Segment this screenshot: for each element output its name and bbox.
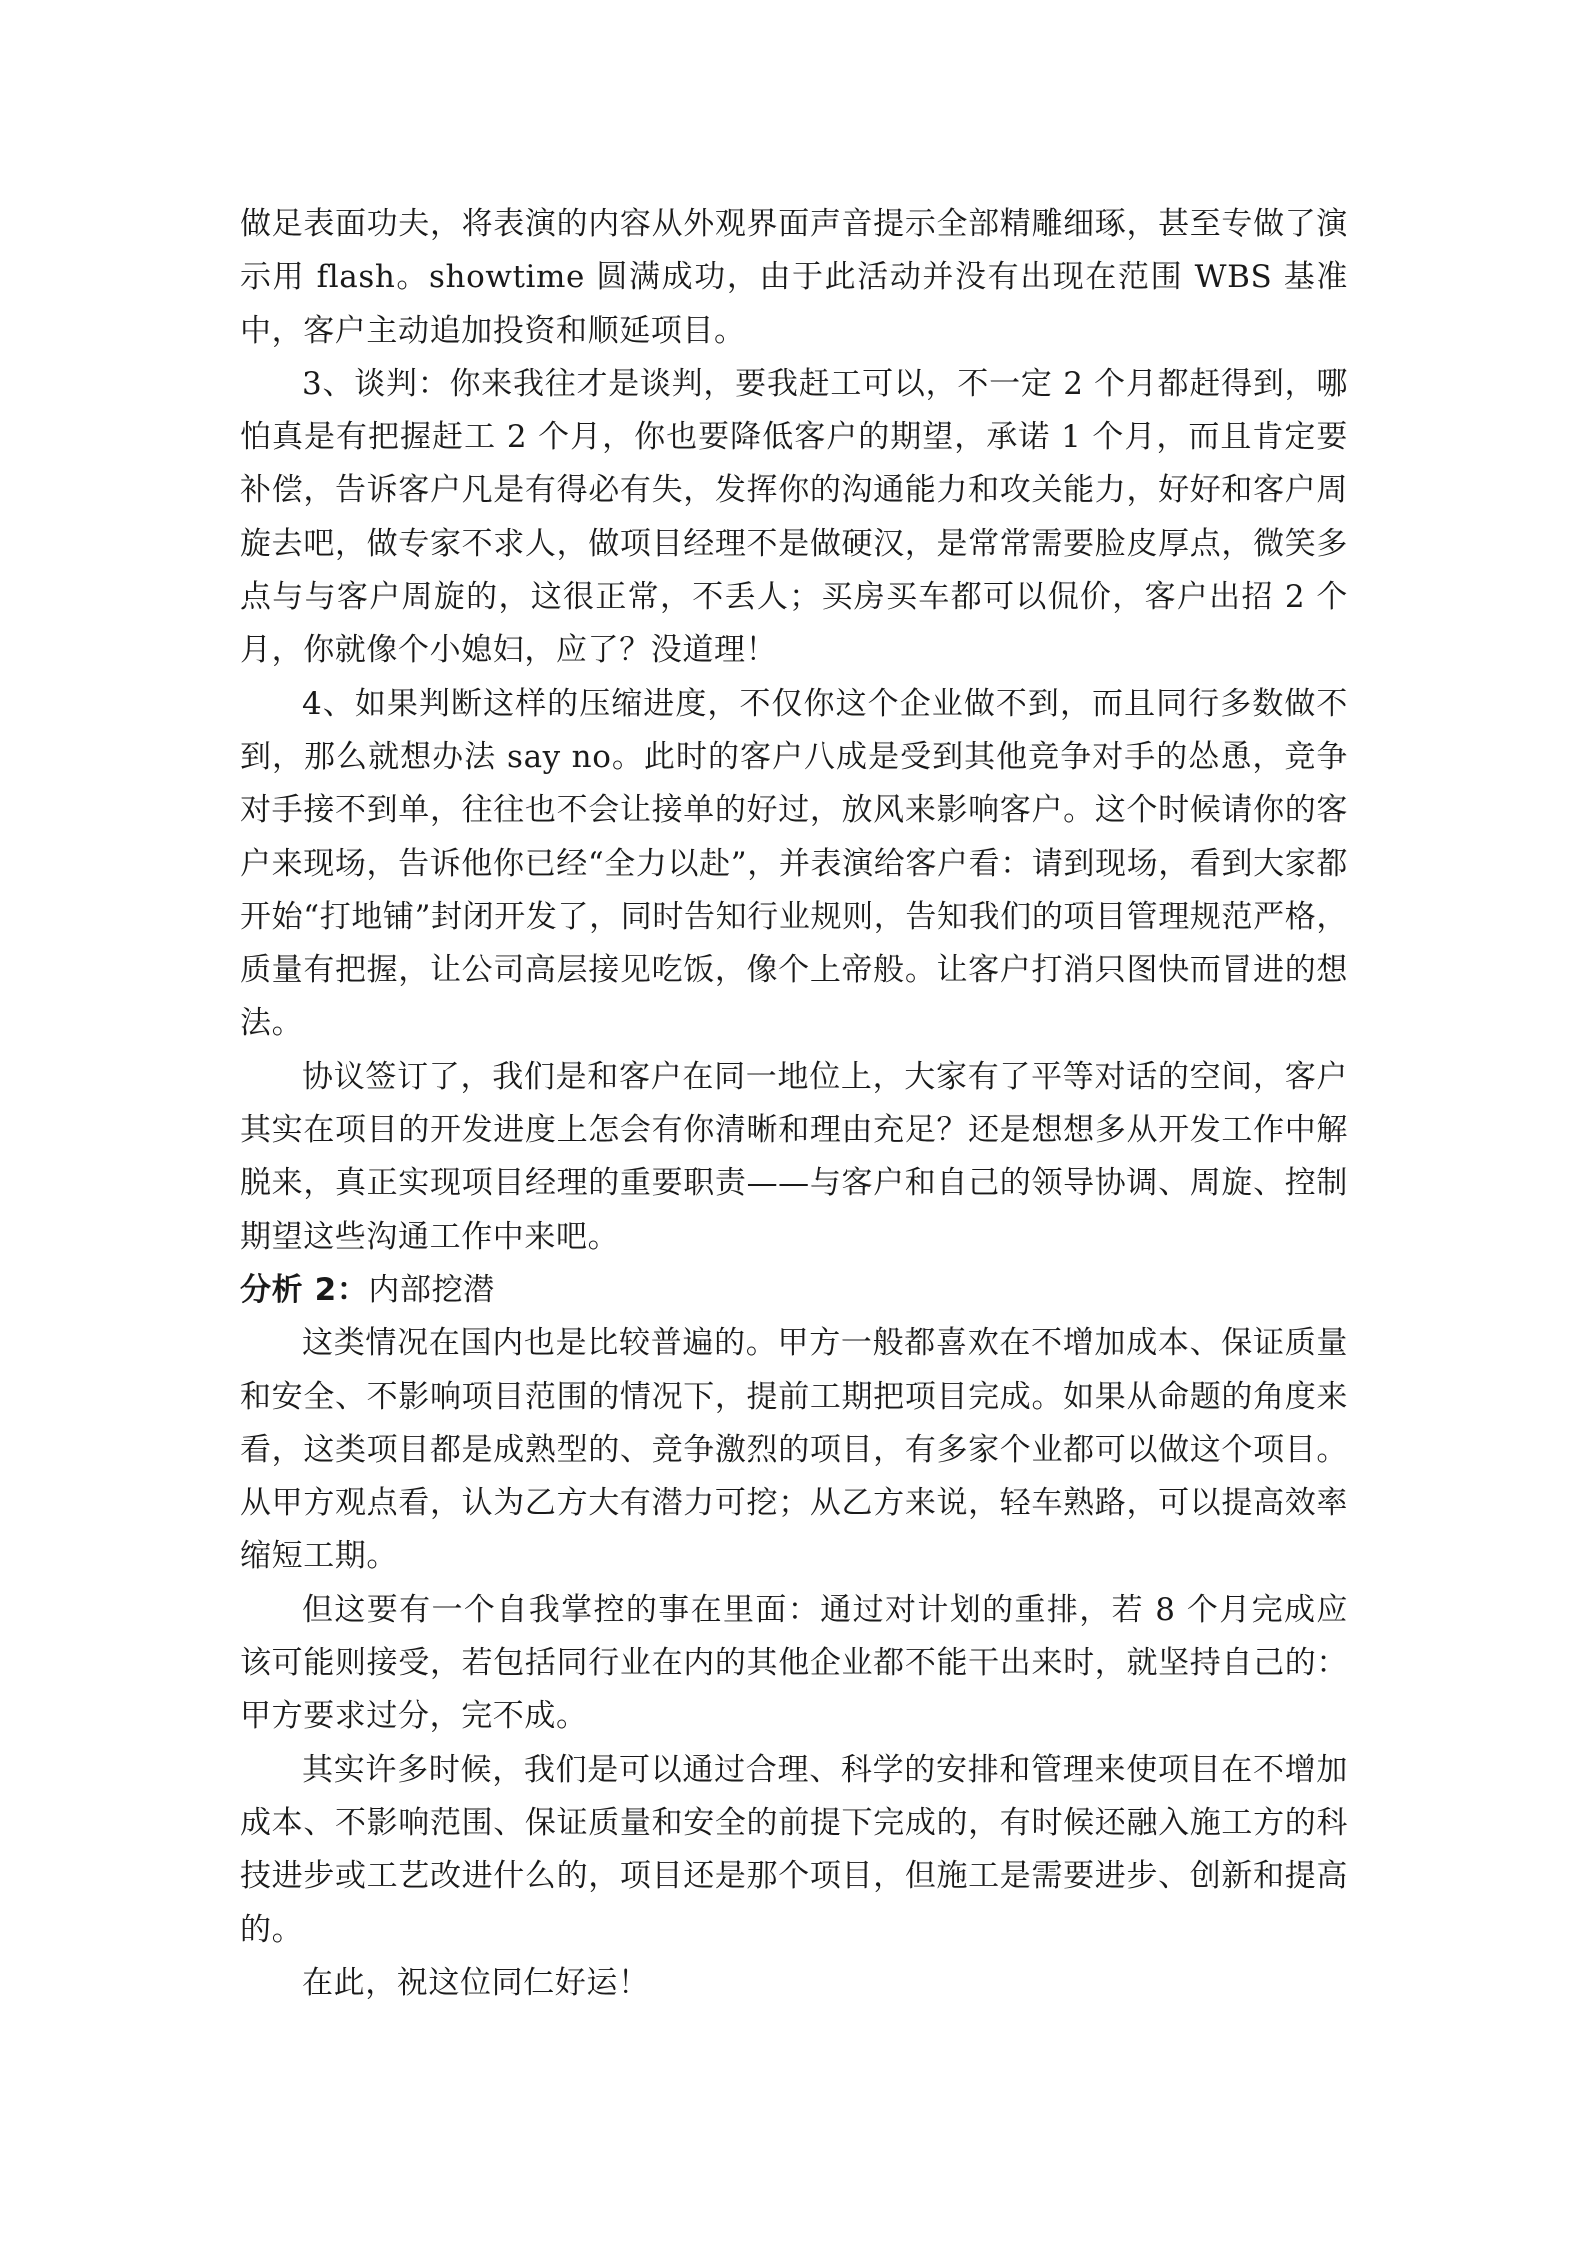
paragraph-closing: 在此，祝这位同仁好运！ [302,1964,650,2001]
document-body [240,198,1348,2010]
paragraph-say-no: 4、如果判断这样的压缩进度，不仅你这个企业做不到，而且同行多数做不到，那么就想办法 say no。此时的客户八成是受到其他竞争对手的怂恿，竞争对手接不到单，往往也不会让接单的好过，放风来影响客户。这个时候请你的客户来现场，告诉他你已经“全力以赴”，并表演给客户看：请到现场，看到大家都开始“打地铺”封闭开发了，同时告知行业规则，告知我们的项目管理规范严格，质量有把握，让公司高层接见吃饭，像个上帝般。让客户打消只图快而冒进的想法。 [240,685,1348,1042]
paragraph-negotiation: 3、谈判：你来我往才是谈判，要我赶工可以，不一定 2 个月都赶得到，哪怕真是有把握赶工 2 个月，你也要降低客户的期望，承诺 1 个月，而且肯定要补偿，告诉客户凡是有得必有失，发挥你的沟通能力和攻关能力，好好和客户周旋去吧，做专家不求人，做项目经理不是做硬汉，是常常需要脸皮厚点，微笑多点与与客户周旋的，这很正常，不丢人；买房买车都可以侃价，客户出招 2 个月，你就像个小媳妇，应了？没道理！ [240,365,1348,669]
paragraph-reasonable-arrangement: 其实许多时候，我们是可以通过合理、科学的安排和管理来使项目在不增加成本、不影响范围、保证质量和安全的前提下完成的，有时候还融入施工方的科技进步或工艺改进什么的，项目还是那个项目，但施工是需要进步、创新和提高的。 [240,1751,1348,1948]
paragraph-self-control: 但这要有一个自我掌控的事在里面：通过对计划的重排，若 8 个月完成应该可能则接受，若包括同行业在内的其他企业都不能干出来时，就坚持自己的：甲方要求过分，完不成。 [240,1591,1348,1735]
paragraph-continuation: 做足表面功夫，将表演的内容从外观界面声音提示全部精雕细琢，甚至专做了演示用 flash。showtime 圆满成功，由于此活动并没有出现在范围 WBS 基准中，客户主动追加投资和顺延项目。 [240,206,1348,349]
paragraph-agreement: 协议签订了，我们是和客户在同一地位上，大家有了平等对话的空间，客户其实在项目的开发进度上怎会有你清晰和理由充足？还是想想多从开发工作中解脱来，真正实现项目经理的重要职责——与客户和自己的领导协调、周旋、控制期望这些沟通工作中来吧。 [240,1058,1348,1255]
section-heading-label: 分析 2： [240,1271,369,1308]
section-heading-text: 内部挖潜 [368,1271,495,1308]
section-heading [240,1264,1348,1317]
paragraph-common-situation: 这类情况在国内也是比较普遍的。甲方一般都喜欢在不增加成本、保证质量和安全、不影响项目范围的情况下，提前工期把项目完成。如果从命题的角度来看，这类项目都是成熟型的、竞争激烈的项目，有多家个业都可以做这个项目。从甲方观点看，认为乙方大有潜力可挖；从乙方来说，轻车熟路，可以提高效率缩短工期。 [240,1325,1348,1575]
